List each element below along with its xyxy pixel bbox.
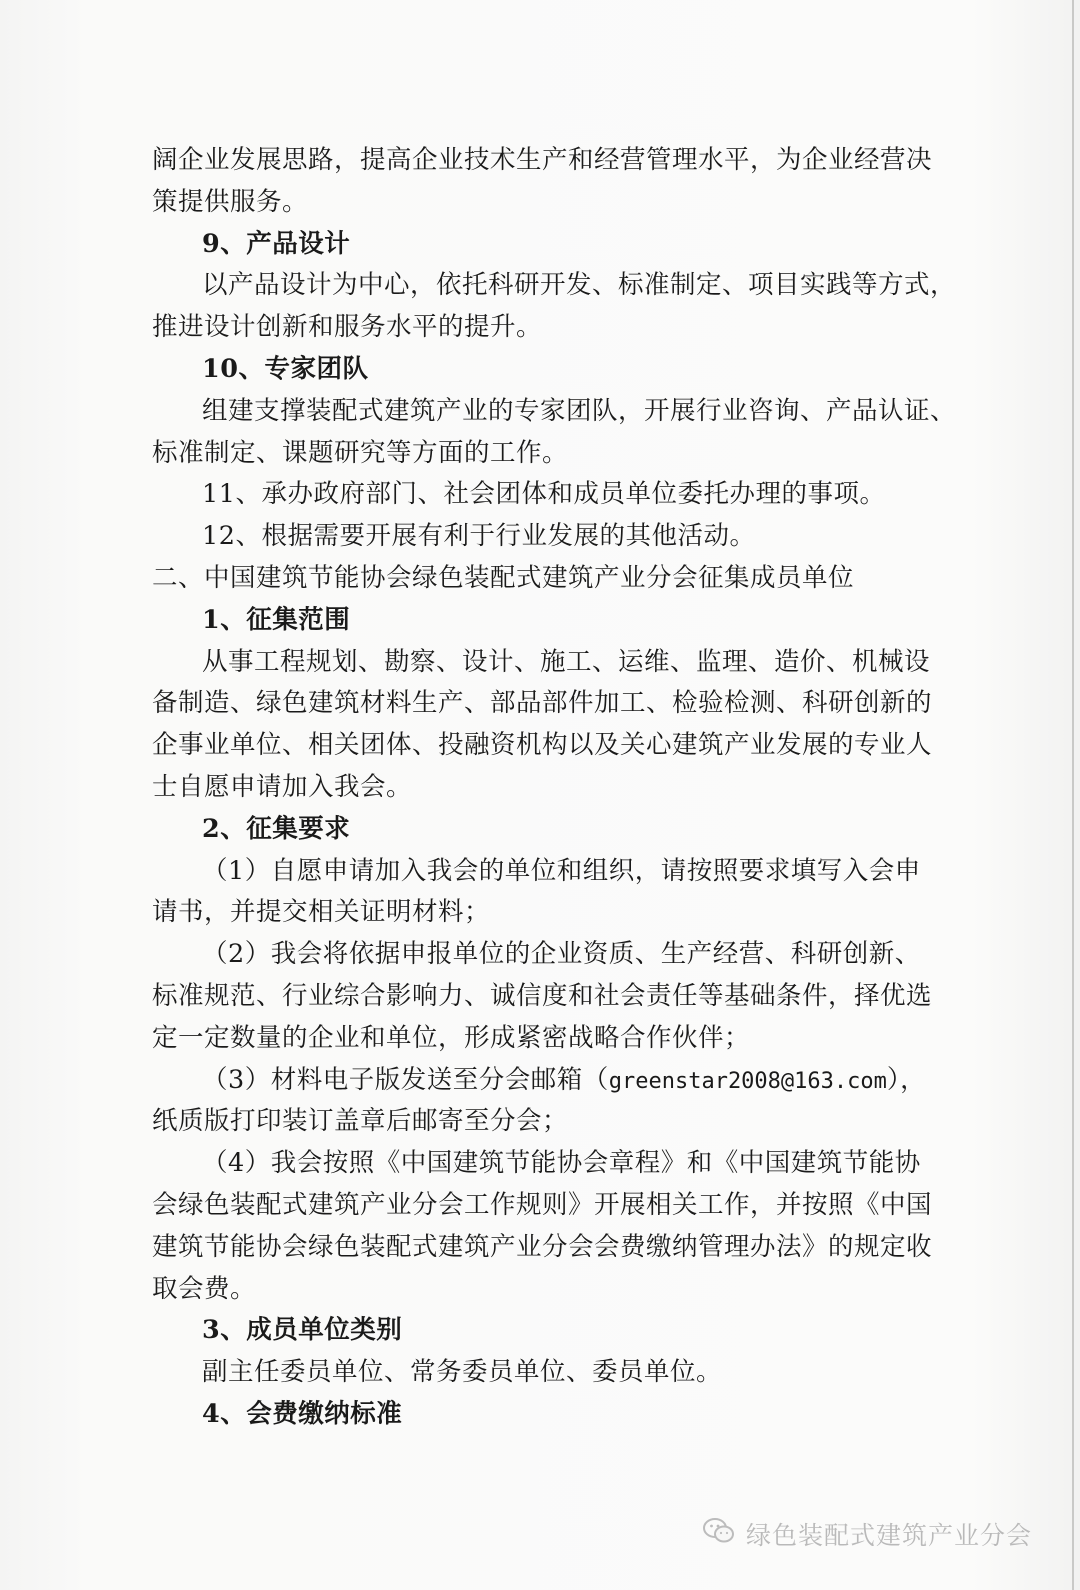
- line-text: 士自愿申请加入我会。: [152, 771, 413, 802]
- page-edge: [1072, 0, 1074, 1590]
- line-text-after: ），: [886, 1064, 927, 1095]
- line-text: （4）我会按照《中国建筑节能协会章程》和《中国建筑节能协: [202, 1148, 921, 1179]
- line-text: 纸质版打印装订盖章后邮寄至分会；: [152, 1106, 569, 1137]
- line-text: 策提供服务。: [152, 186, 309, 217]
- text-line: [152, 976, 933, 1018]
- wechat-icon: [702, 1517, 736, 1551]
- line-text: 副主任委员单位、常务委员单位、委员单位。: [202, 1357, 723, 1388]
- text-line: [152, 892, 912, 934]
- text-line: [152, 1060, 927, 1102]
- line-text: 4、会费缴纳标准: [202, 1398, 403, 1429]
- text-line: [152, 767, 912, 809]
- line-text: 3、成员单位类别: [202, 1315, 403, 1346]
- line-text: 取会费。: [152, 1273, 257, 1304]
- section-heading: [152, 600, 912, 642]
- line-text: 10、专家团队: [202, 353, 369, 384]
- line-text: 标准规范、行业综合影响力、诚信度和社会责任等基础条件，择优选: [152, 980, 933, 1011]
- line-text: 建筑节能协会绿色装配式建筑产业分会会费缴纳管理办法》的规定收: [152, 1231, 933, 1262]
- section-heading: [152, 224, 912, 266]
- line-text: 11、承办政府部门、社会团体和成员单位委托办理的事项。: [202, 479, 886, 510]
- line-text: 阔企业发展思路，提高企业技术生产和经营管理水平，为企业经营决: [152, 145, 933, 175]
- text-line: [152, 851, 921, 893]
- line-text: 定一定数量的企业和单位，形成紧密战略合作伙伴；: [152, 1022, 751, 1053]
- text-line: [152, 1227, 933, 1269]
- text-line: [152, 391, 957, 433]
- section-heading: [152, 1394, 912, 1436]
- line-text: 会绿色装配式建筑产业分会工作规则》开展相关工作，并按照《中国: [152, 1189, 933, 1220]
- text-line: [152, 683, 933, 725]
- text-line: [152, 725, 933, 767]
- line-text: （2）我会将依据申报单位的企业资质、生产经营、科研创新、: [202, 939, 921, 970]
- text-line: [152, 265, 957, 307]
- line-text: 企事业单位、相关团体、投融资机构以及关心建筑产业发展的专业人: [152, 730, 933, 761]
- section-heading: [152, 349, 912, 391]
- line-text: 1、征集范围: [202, 604, 351, 635]
- text-line: [152, 182, 912, 224]
- text-line: [152, 307, 912, 349]
- line-text: 2、征集要求: [202, 813, 351, 844]
- line-text: 以产品设计为中心，依托科研开发、标准制定、项目实践等方式，: [202, 270, 957, 301]
- line-text: 推进设计创新和服务水平的提升。: [152, 312, 543, 343]
- text-line: [152, 1101, 912, 1143]
- line-text: 标准制定、课题研究等方面的工作。: [152, 437, 569, 468]
- line-text: 组建支撑装配式建筑产业的专家团队，开展行业咨询、产品认证、: [202, 395, 957, 426]
- text-line: [152, 1352, 912, 1394]
- line-text: 请书，并提交相关证明材料；: [152, 897, 491, 928]
- section-heading: [152, 809, 912, 851]
- text-line: [152, 140, 933, 182]
- text-line: [152, 642, 931, 684]
- line-text: （1）自愿申请加入我会的单位和组织，请按照要求填写入会申: [202, 855, 921, 886]
- email-address: greenstar2008@163.com: [608, 1068, 887, 1094]
- text-line: [152, 558, 912, 600]
- section-heading: [152, 1310, 912, 1352]
- text-line: [152, 1018, 912, 1060]
- text-line: [152, 1185, 933, 1227]
- line-text: 9、产品设计: [202, 228, 351, 259]
- watermark-text: 绿色装配式建筑产业分会: [745, 1521, 1032, 1550]
- text-line: [152, 1269, 912, 1311]
- text-line: [152, 433, 912, 475]
- line-text: 从事工程规划、勘察、设计、施工、运维、监理、造价、机械设: [202, 646, 931, 677]
- line-text: （3）材料电子版发送至分会邮箱（: [202, 1064, 609, 1095]
- text-line: [152, 516, 912, 558]
- text-line: [152, 1143, 921, 1185]
- text-line: [152, 474, 912, 516]
- watermark: [702, 1516, 1032, 1552]
- text-line: [152, 934, 921, 976]
- line-text: 二、中国建筑节能协会绿色装配式建筑产业分会征集成员单位: [152, 562, 855, 593]
- line-text: 备制造、绿色建筑材料生产、部品部件加工、检验检测、科研创新的: [152, 688, 933, 719]
- line-text: 12、根据需要开展有利于行业发展的其他活动。: [202, 521, 756, 552]
- document-body: [152, 140, 957, 1436]
